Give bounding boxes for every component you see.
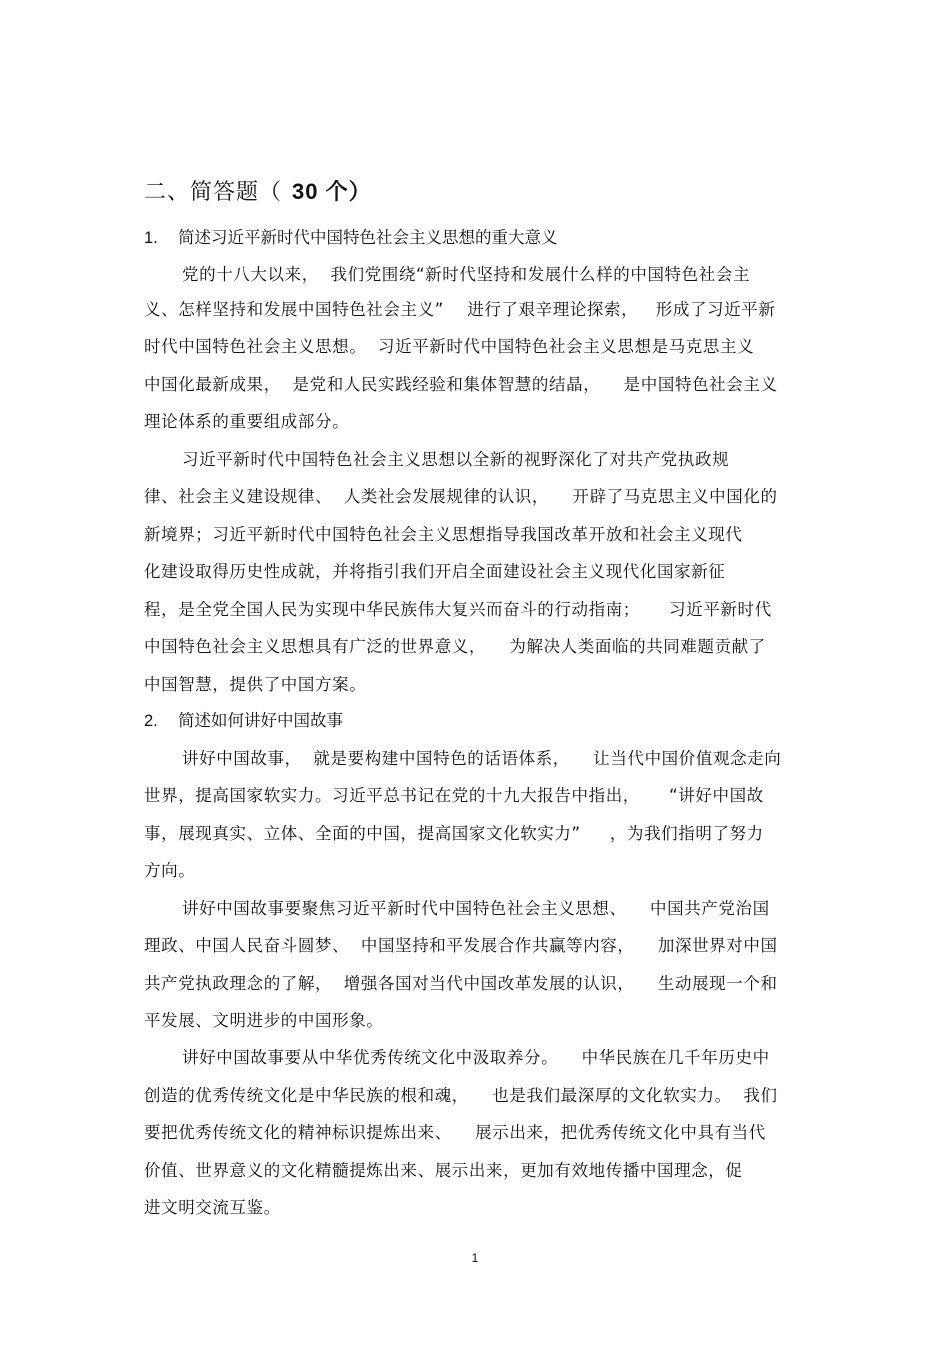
paragraph-line: 义、怎样坚持和发展中国特色社会主义” 进行了艰辛理论探索， 形成了习近平新 [144,300,776,319]
page-number: 1 [471,1251,479,1265]
paragraph-line: 新境界；习近平新时代中国特色社会主义思想指导我国改革开放和社会主义现代 [144,525,743,544]
paragraph-line: 习近平新时代中国特色社会主义思想以全新的视野深化了对共产党执政规 [182,450,730,469]
paragraph-line: 时代中国特色社会主义思想。 习近平新时代中国特色社会主义思想是马克思主义 [144,337,755,356]
question-number: 1. [144,229,158,247]
paragraph-line: 中国智慧，提供了中国方案。 [144,675,367,694]
paragraph-line: 理政、中国人民奋斗圆梦、 中国坚持和平发展合作共赢等内容， 加深世界对中国 [144,936,778,955]
paragraph-line: 讲好中国故事要聚焦习近平新时代中国特色社会主义思想、 中国共产党治国 [182,899,770,918]
paragraph-line: 事，展现真实、立体、全面的中国，提高国家文化软实力” ，为我们指明了努力 [144,824,764,843]
section-label: 二、简答题（ [144,180,283,205]
question-number: 2. [144,712,158,730]
paragraph-line: 共产党执政理念的了解， 增强各国对当代中国改革发展的认识， 生动展现一个和 [144,974,778,993]
question-2-heading [144,707,343,735]
paragraph-line: 化建设取得历史性成就，并将指引我们开启全面建设社会主义现代化国家新征 [144,562,726,581]
paragraph-line: 创造的优秀传统文化是中华民族的根和魂， 也是我们最深厚的文化软实力。 我们 [144,1086,778,1105]
paragraph-line: 要把优秀传统文化的精神标识提炼出来、 展示出来，把优秀传统文化中具有当代 [144,1123,766,1142]
question-1-heading [144,224,558,252]
section-count: 30 个） [292,179,372,204]
paragraph-line: 讲好中国故事， 就是要构建中国特色的话语体系， 让当代中国价值观念走向 [182,749,782,768]
section-heading [144,176,372,209]
paragraph-line: 平发展、文明进步的中国形象。 [144,1011,384,1030]
paragraph-line: 律、社会主义建设规律、 人类社会发展规律的认识， 开辟了马克思主义中国化的 [144,487,778,506]
paragraph-line: 中国化最新成果， 是党和人民实践经验和集体智慧的结晶， 是中国特色社会主义 [144,375,778,394]
paragraph-line: 讲好中国故事要从中华优秀传统文化中汲取养分。 中华民族在几千年历史中 [182,1048,770,1067]
question-title: 简述如何讲好中国故事 [178,711,343,730]
paragraph-line: 价值、世界意义的文化精髓提炼出来、展示出来，更加有效地传播中国理念，促 [144,1161,743,1180]
paragraph-line: 理论体系的重要组成部分。 [144,412,350,431]
paragraph-line: 中国特色社会主义思想具有广泛的世界意义， 为解决人类面临的共同难题贡献了 [144,637,766,656]
question-title: 简述习近平新时代中国特色社会主义思想的重大意义 [178,228,558,247]
paragraph-line: 世界，提高国家软实力。习近平总书记在党的十九大报告中指出， “讲好中国故 [144,786,764,805]
paragraph-line: 方向。 [144,861,196,880]
paragraph-line: 进文明交流互鉴。 [144,1198,281,1217]
paragraph-line: 程，是全党全国人民为实现中华民族伟大复兴而奋斗的行动指南； 习近平新时代 [144,600,772,619]
paragraph-line: 党的十八大以来， 我们党围绕“新时代坚持和发展什么样的中国特色社会主 [182,265,751,284]
